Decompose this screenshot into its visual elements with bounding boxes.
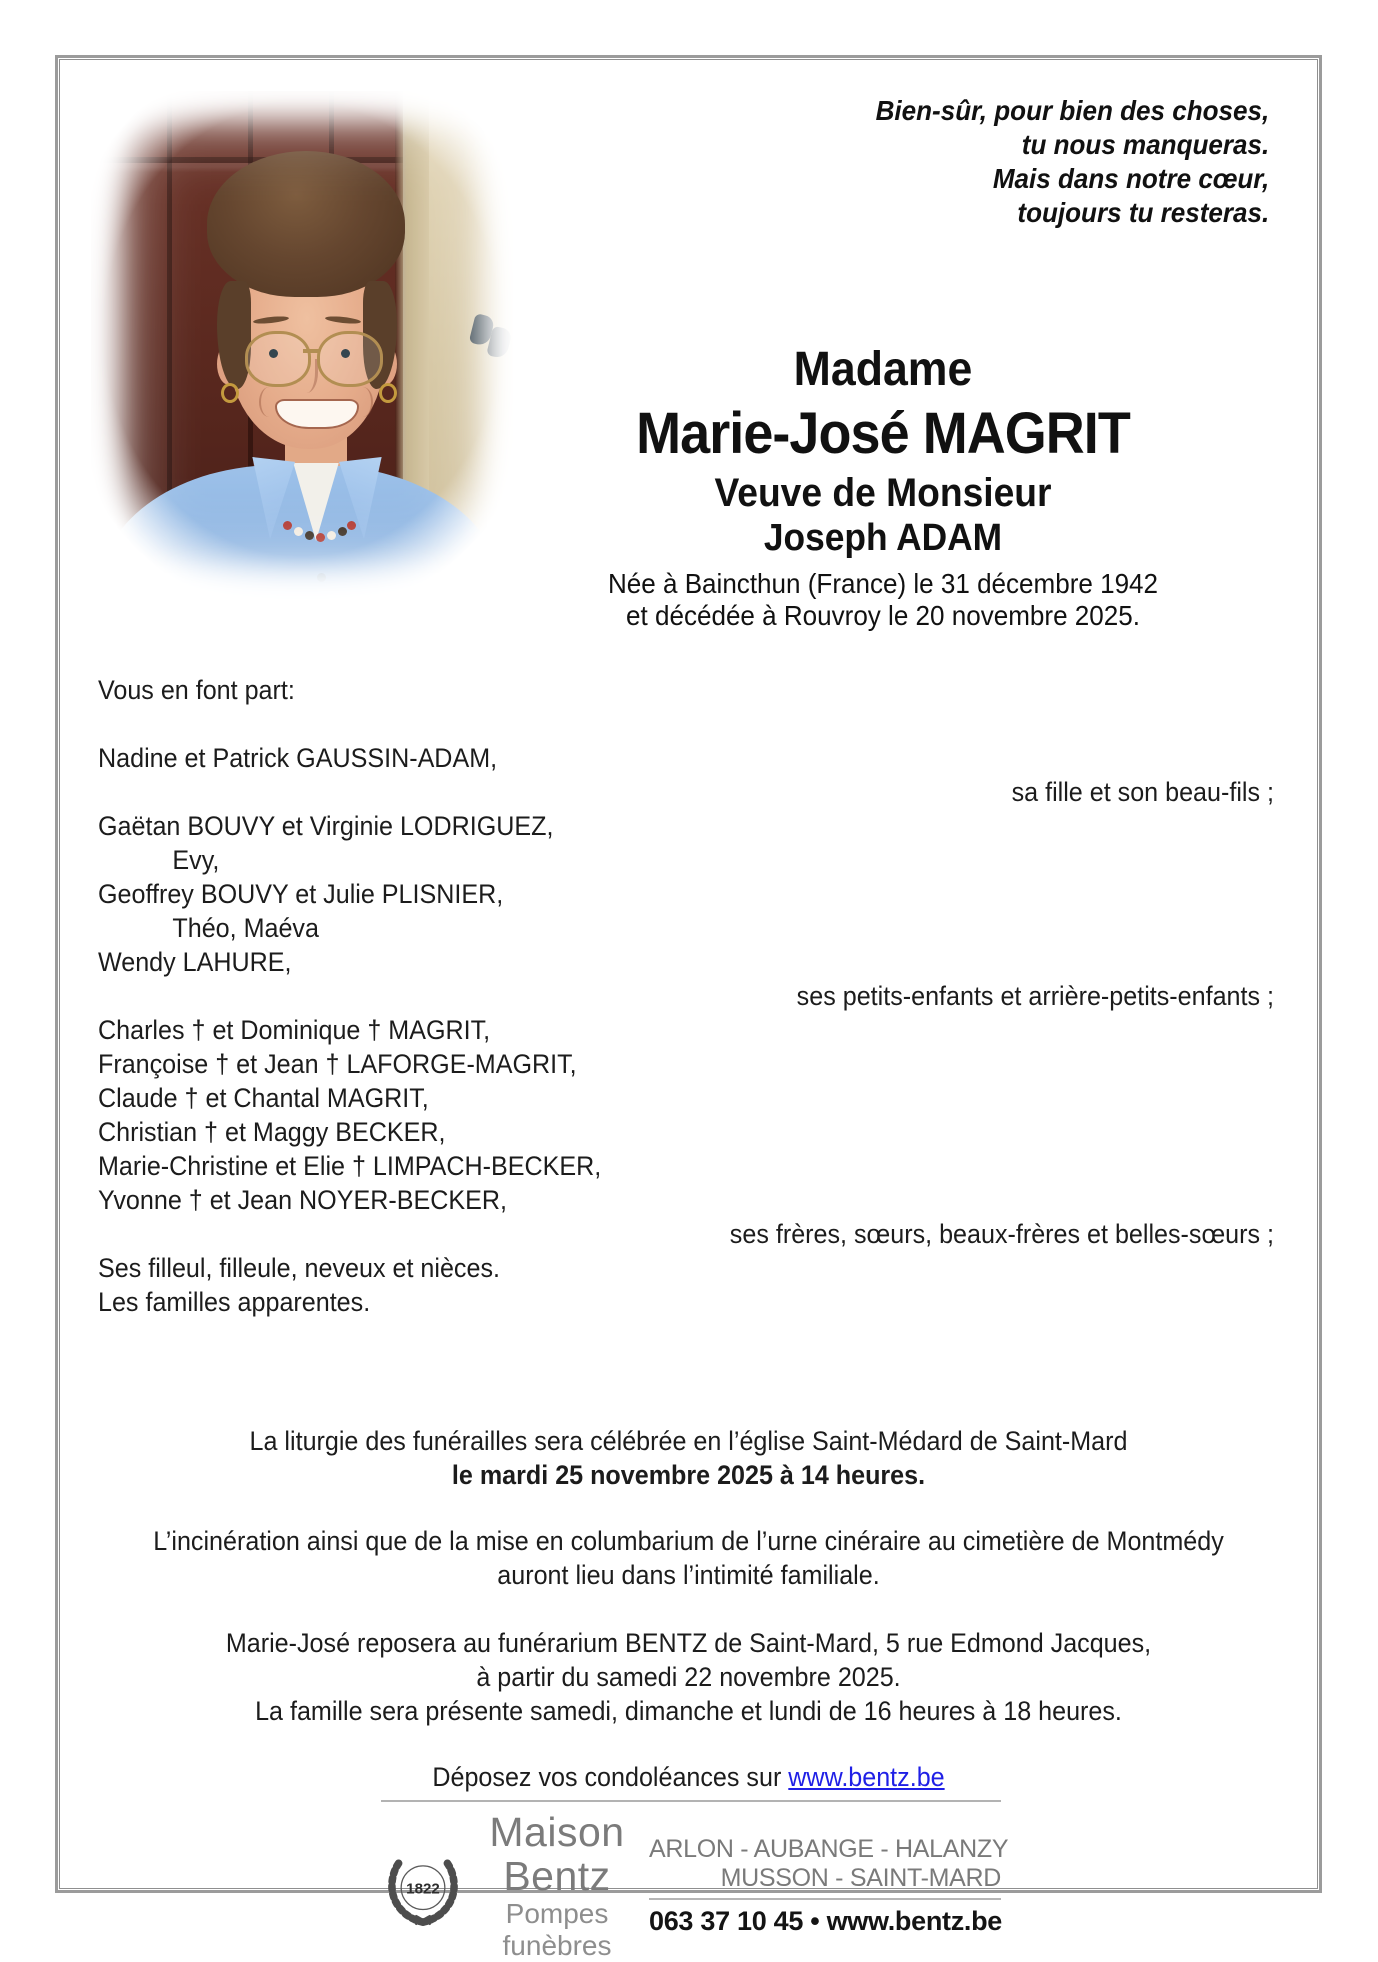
earring-right [379, 383, 397, 403]
relation-line: sa fille et son beau-fils ; [1011, 777, 1274, 807]
family-announcement [98, 673, 1274, 1319]
eye-left [269, 349, 278, 358]
earring-left [221, 383, 239, 403]
deceased-header [488, 342, 1278, 632]
eye-right [341, 349, 350, 358]
family-line: Charles † et Dominique † MAGRIT, [98, 1015, 491, 1045]
family-line: Marie-Christine et Elie † LIMPACH-BECKER, [98, 1151, 602, 1181]
cities-line: ARLON - AUBANGE - HALANZY [649, 1835, 1009, 1863]
contact-divider [649, 1898, 1001, 1900]
beaded-necklace [283, 521, 292, 530]
funeral-home-tagline: Pompes funèbres [502, 1898, 612, 1961]
family-line: Les familles apparentes. [98, 1287, 371, 1317]
funeral-home-contact-block [649, 1835, 1009, 1937]
glasses-lens-right [317, 331, 383, 387]
family-line: Claude † et Chantal MAGRIT, [98, 1083, 429, 1113]
family-line: Wendy LAHURE, [98, 947, 292, 977]
repose-line: Marie-José reposera au funérarium BENTZ de Saint-Mard, 5 rue Edmond Jacques, [225, 1628, 1152, 1658]
quote-line: toujours tu resteras. [1017, 197, 1269, 228]
phone-website: 063 37 10 45 • www.bentz.be [649, 1906, 1003, 1936]
announcement-intro: Vous en font part: [98, 675, 295, 705]
repose-line: à partir du samedi 22 novembre 2025. [476, 1662, 901, 1692]
memorial-card-sheet [55, 55, 1322, 1961]
husband-name: Joseph ADAM [763, 517, 1003, 559]
cremation-line: L’incinération ainsi que de la mise en columbarium de l’urne cinéraire au cimetière de Montmédy [153, 1526, 1224, 1556]
family-line: Ses filleul, filleule, neveux et nièces. [98, 1253, 500, 1283]
farewell-quote [846, 94, 1269, 230]
funeral-home-name-block [479, 1810, 635, 1962]
death-line: et décédée à Rouvroy le 20 novembre 2025. [626, 600, 1140, 631]
glasses-bridge [303, 349, 319, 353]
family-line: Yvonne † et Jean NOYER-BECKER, [98, 1185, 507, 1215]
quote-line: tu nous manqueras. [1021, 129, 1269, 160]
widow-of-line: Veuve de Monsieur [714, 471, 1052, 515]
hair [207, 151, 405, 297]
relation-line: ses frères, sœurs, beaux-frères et belles-sœurs ; [729, 1219, 1274, 1249]
ceremony-details [61, 1424, 1316, 1794]
quote-line: Mais dans notre cœur, [992, 163, 1269, 194]
cremation-line: auront lieu dans l’intimité familiale. [497, 1560, 880, 1590]
family-line: Théo, Maéva [172, 913, 319, 943]
family-line: Christian † et Maggy BECKER, [98, 1117, 446, 1147]
quote-line: Bien-sûr, pour bien des choses, [875, 95, 1269, 126]
liturgy-line: La liturgie des funérailles sera célébrée en l’église Saint-Médard de Saint-Mard [249, 1426, 1128, 1456]
title-madame: Madame [793, 343, 973, 396]
condolences-link[interactable]: www.bentz.be [788, 1762, 945, 1792]
funeral-home-name: Maison Bentz [489, 1809, 625, 1899]
deceased-name: Marie-José MAGRIT [636, 401, 1130, 466]
cities-line: MUSSON - SAINT-MARD [720, 1864, 1001, 1892]
family-line: Geoffrey BOUVY et Julie PLISNIER, [98, 879, 504, 909]
family-line: Nadine et Patrick GAUSSIN-ADAM, [98, 743, 498, 773]
shirt-button [317, 573, 326, 582]
portrait-photo [91, 91, 513, 599]
condolences-prefix: Déposez vos condoléances sur [432, 1762, 789, 1792]
glasses-lens-left [245, 331, 311, 387]
spacer [98, 707, 1274, 741]
funeral-home-footer [381, 1800, 1009, 1962]
birth-line: Née à Baincthun (France) le 31 décembre 1942 [607, 568, 1159, 599]
relation-line: ses petits-enfants et arrière-petits-enfants ; [796, 981, 1274, 1011]
laurel-wreath-icon [381, 1844, 465, 1928]
family-line: Gaëtan BOUVY et Virginie LODRIGUEZ, [98, 811, 554, 841]
family-line: Françoise † et Jean † LAFORGE-MAGRIT, [98, 1049, 577, 1079]
condolences-line [105, 1760, 1272, 1794]
liturgy-date: le mardi 25 novembre 2025 à 14 heures. [451, 1460, 926, 1490]
established-year: 1822 [406, 1880, 440, 1898]
repose-line: La famille sera présente samedi, dimanche et lundi de 16 heures à 18 heures. [255, 1696, 1122, 1726]
family-line: Evy, [172, 845, 220, 875]
